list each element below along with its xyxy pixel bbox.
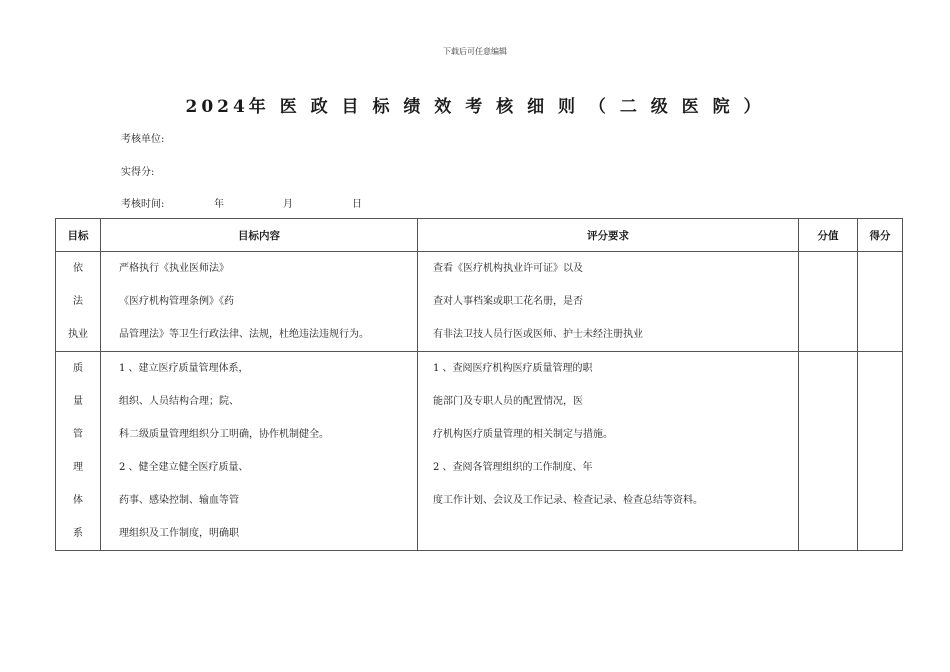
month-label: 月: [283, 199, 293, 210]
score-cell[interactable]: [858, 252, 903, 352]
header-points: 分值: [799, 219, 858, 252]
goal-line: 系: [73, 528, 83, 539]
points-cell[interactable]: [799, 352, 858, 551]
content-cell: [101, 252, 418, 352]
requirement-line: 1 、查阅医疗机构医疗质量管理的职: [433, 363, 593, 374]
goal-line: 法: [73, 296, 83, 307]
content-line: 1 、建立医疗质量管理体系，: [119, 363, 249, 374]
table-row: [56, 252, 903, 352]
header-note: 下载后可任意编辑: [443, 47, 507, 56]
content-line: 理组织及工作制度，明确职: [119, 528, 239, 539]
content-line: 《医疗机构管理条例》《药: [119, 296, 234, 307]
content-line: 严格执行《执业医师法》: [119, 263, 229, 274]
points-cell[interactable]: [799, 252, 858, 352]
goal-line: 理: [73, 462, 83, 473]
requirement-line: 疗机构医疗质量管理的相关制定与措施。: [433, 429, 613, 440]
content-line: 组织、人员结构合理；院、: [119, 396, 239, 407]
table-header-row: [56, 219, 903, 252]
requirement-cell: [418, 252, 799, 352]
header-requirement: 评分要求: [418, 219, 799, 252]
requirement-line: 能部门及专职人员的配置情况，医: [433, 396, 583, 407]
requirement-line: 有非法卫技人员行医或医师、护士未经注册执业: [433, 329, 643, 340]
content-line: 科二级质量管理组织分工明确，协作机制健全。: [119, 429, 329, 440]
assessment-time-label: 考核时间:: [121, 199, 165, 210]
content-line: 药事、感染控制、输血等管: [119, 495, 239, 506]
requirement-line: 2 、查阅各管理组织的工作制度、年: [433, 462, 593, 473]
goal-line: 执业: [68, 329, 88, 340]
goal-line: 依: [73, 263, 83, 274]
requirement-cell: [418, 352, 799, 551]
document-title: 2024年 医 政 目 标 绩 效 考 核 细 则 （ 二 级 医 院 ）: [185, 97, 765, 117]
content-line: 品管理法》等卫生行政法律、法规，杜绝违法违规行为。: [119, 329, 369, 340]
assessment-rules-table: [55, 218, 903, 551]
goal-cell: [56, 352, 101, 551]
header-score: 得分: [858, 219, 903, 252]
score-cell[interactable]: [858, 352, 903, 551]
day-label: 日: [352, 199, 362, 210]
requirement-line: 度工作计划、会议及工作记录、检查记录、检查总结等资料。: [433, 495, 703, 506]
goal-line: 管: [73, 429, 83, 440]
assessment-unit-label: 考核单位:: [121, 134, 165, 145]
goal-cell: [56, 252, 101, 352]
content-cell: [101, 352, 418, 551]
goal-line: 质: [73, 363, 83, 374]
table-row: [56, 352, 903, 551]
header-content: 目标内容: [101, 219, 418, 252]
requirement-line: 查看《医疗机构执业许可证》以及: [433, 263, 583, 274]
actual-score-label: 实得分:: [121, 167, 155, 178]
header-goal: 目标: [56, 219, 101, 252]
requirement-line: 查对人事档案或职工花名册，是否: [433, 296, 583, 307]
goal-line: 体: [73, 495, 83, 506]
content-line: 2 、健全建立健全医疗质量、: [119, 462, 249, 473]
year-label: 年: [214, 199, 224, 210]
goal-line: 量: [73, 396, 83, 407]
